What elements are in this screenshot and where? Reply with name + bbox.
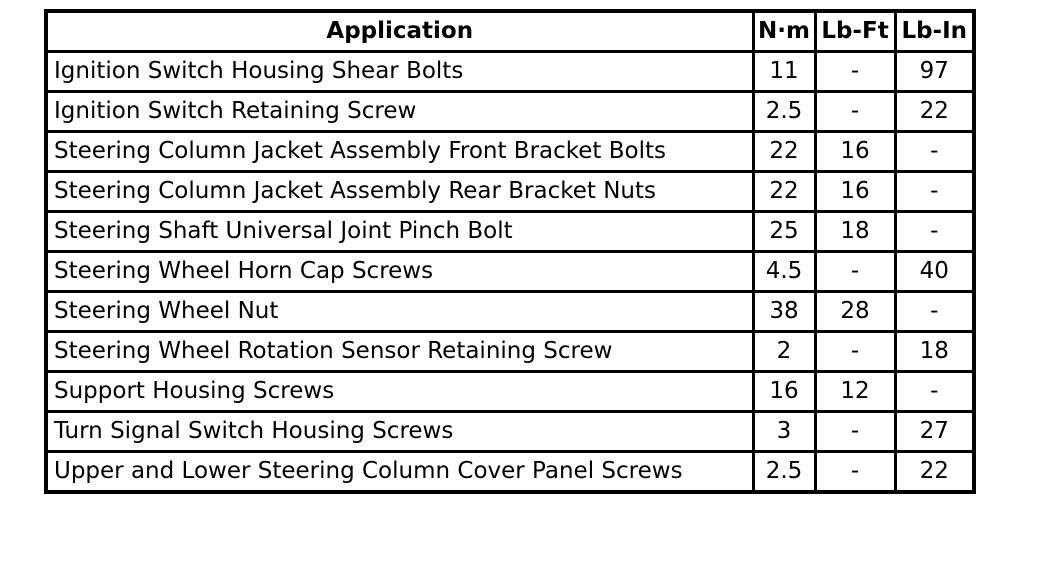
- cell-lbin: -: [895, 372, 974, 412]
- table-row: [46, 92, 974, 132]
- cell-application: Ignition Switch Housing Shear Bolts: [46, 52, 753, 92]
- header-lbft: Lb-Ft: [815, 11, 895, 52]
- cell-nm: 2.5: [753, 92, 815, 132]
- table-row: [46, 332, 974, 372]
- cell-application: Upper and Lower Steering Column Cover Panel Screws: [46, 452, 753, 493]
- cell-application: Ignition Switch Retaining Screw: [46, 92, 753, 132]
- table-row: [46, 172, 974, 212]
- cell-lbft: 28: [815, 292, 895, 332]
- cell-lbin: -: [895, 172, 974, 212]
- cell-nm: 4.5: [753, 252, 815, 292]
- cell-application: Steering Shaft Universal Joint Pinch Bolt: [46, 212, 753, 252]
- cell-lbin: 40: [895, 252, 974, 292]
- cell-application: Support Housing Screws: [46, 372, 753, 412]
- table-row: [46, 52, 974, 92]
- cell-lbft: 16: [815, 132, 895, 172]
- cell-nm: 2.5: [753, 452, 815, 493]
- cell-application: Steering Wheel Horn Cap Screws: [46, 252, 753, 292]
- table-row: [46, 452, 974, 493]
- table-row: [46, 372, 974, 412]
- cell-nm: 25: [753, 212, 815, 252]
- cell-application: Steering Wheel Rotation Sensor Retaining Screw: [46, 332, 753, 372]
- cell-nm: 16: [753, 372, 815, 412]
- cell-lbft: 16: [815, 172, 895, 212]
- header-nm: N·m: [753, 11, 815, 52]
- cell-application: Steering Column Jacket Assembly Front Bracket Bolts: [46, 132, 753, 172]
- cell-lbin: 22: [895, 452, 974, 493]
- cell-lbin: 18: [895, 332, 974, 372]
- cell-lbft: 18: [815, 212, 895, 252]
- cell-lbin: -: [895, 212, 974, 252]
- cell-lbin: 97: [895, 52, 974, 92]
- cell-lbft: -: [815, 252, 895, 292]
- cell-nm: 38: [753, 292, 815, 332]
- cell-lbft: 12: [815, 372, 895, 412]
- cell-lbft: -: [815, 92, 895, 132]
- cell-application: Turn Signal Switch Housing Screws: [46, 412, 753, 452]
- cell-application: Steering Wheel Nut: [46, 292, 753, 332]
- table-row: [46, 252, 974, 292]
- cell-lbin: 27: [895, 412, 974, 452]
- table-row: [46, 292, 974, 332]
- cell-lbft: -: [815, 452, 895, 493]
- cell-nm: 3: [753, 412, 815, 452]
- cell-lbft: -: [815, 412, 895, 452]
- header-lbin: Lb-In: [895, 11, 974, 52]
- header-application: Application: [46, 11, 753, 52]
- cell-application: Steering Column Jacket Assembly Rear Bracket Nuts: [46, 172, 753, 212]
- cell-nm: 22: [753, 172, 815, 212]
- fastener-torque-table: [44, 9, 976, 494]
- cell-lbin: -: [895, 132, 974, 172]
- cell-lbin: 22: [895, 92, 974, 132]
- cell-nm: 2: [753, 332, 815, 372]
- table-header-row: [46, 11, 974, 52]
- cell-nm: 11: [753, 52, 815, 92]
- table-row: [46, 132, 974, 172]
- table-row: [46, 212, 974, 252]
- cell-nm: 22: [753, 132, 815, 172]
- cell-lbft: -: [815, 52, 895, 92]
- cell-lbft: -: [815, 332, 895, 372]
- cell-lbin: -: [895, 292, 974, 332]
- table-row: [46, 412, 974, 452]
